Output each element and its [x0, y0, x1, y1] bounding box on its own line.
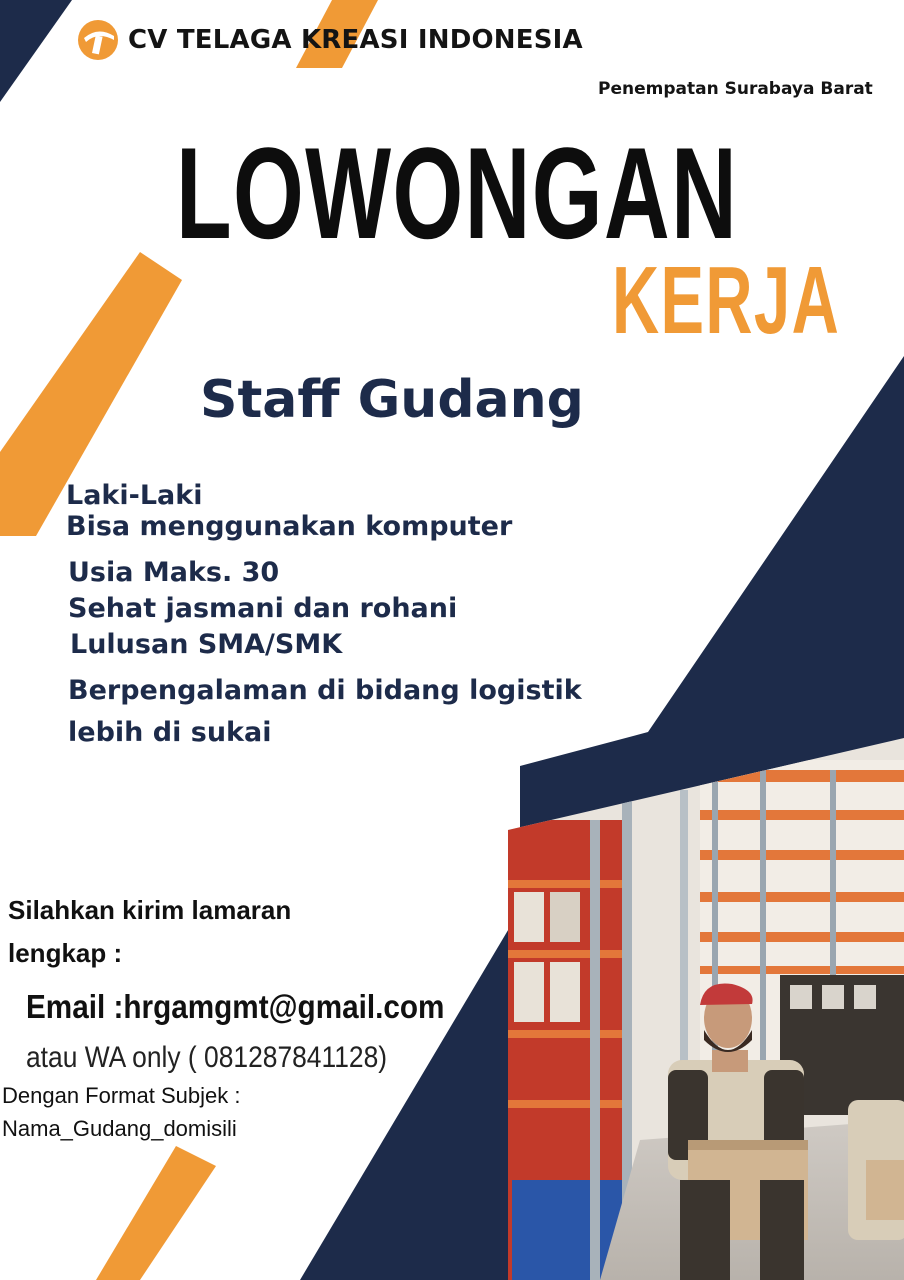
navy-corner-top-left [0, 0, 72, 102]
requirement-item: Laki-Laki [66, 480, 203, 511]
requirement-item: lebih di sukai [68, 717, 272, 748]
requirement-item: Usia Maks. 30 [68, 557, 280, 588]
requirement-item: Lulusan SMA/SMK [70, 629, 343, 660]
orange-stripe-bottom [96, 1146, 216, 1280]
apply-instruction-line1: Silahkan kirim lamaran [8, 895, 292, 925]
headline-kerja: KERJA [612, 247, 841, 354]
subject-format-label: Dengan Format Subjek : [2, 1083, 241, 1108]
job-position: Staff Gudang [200, 370, 584, 430]
placement-location: Penempatan Surabaya Barat [598, 79, 873, 99]
contact-whatsapp: atau WA only ( 081287841128) [26, 1041, 388, 1074]
requirement-item: Berpengalaman di bidang logistik [68, 675, 582, 706]
contact-email: Email :hrgamgmt@gmail.com [26, 988, 445, 1025]
navy-band-bottom [300, 910, 520, 1280]
headline-lowongan: LOWONGAN [176, 120, 739, 266]
apply-instruction-line2: lengkap : [8, 938, 123, 968]
requirement-item: Bisa menggunakan komputer [66, 511, 513, 542]
requirement-item: Sehat jasmani dan rohani [68, 593, 458, 624]
subject-format-value: Nama_Gudang_domisili [2, 1116, 237, 1141]
company-name: CV TELAGA KREASI INDONESIA [128, 25, 583, 55]
company-header [76, 16, 583, 64]
company-logo-icon [76, 18, 120, 62]
